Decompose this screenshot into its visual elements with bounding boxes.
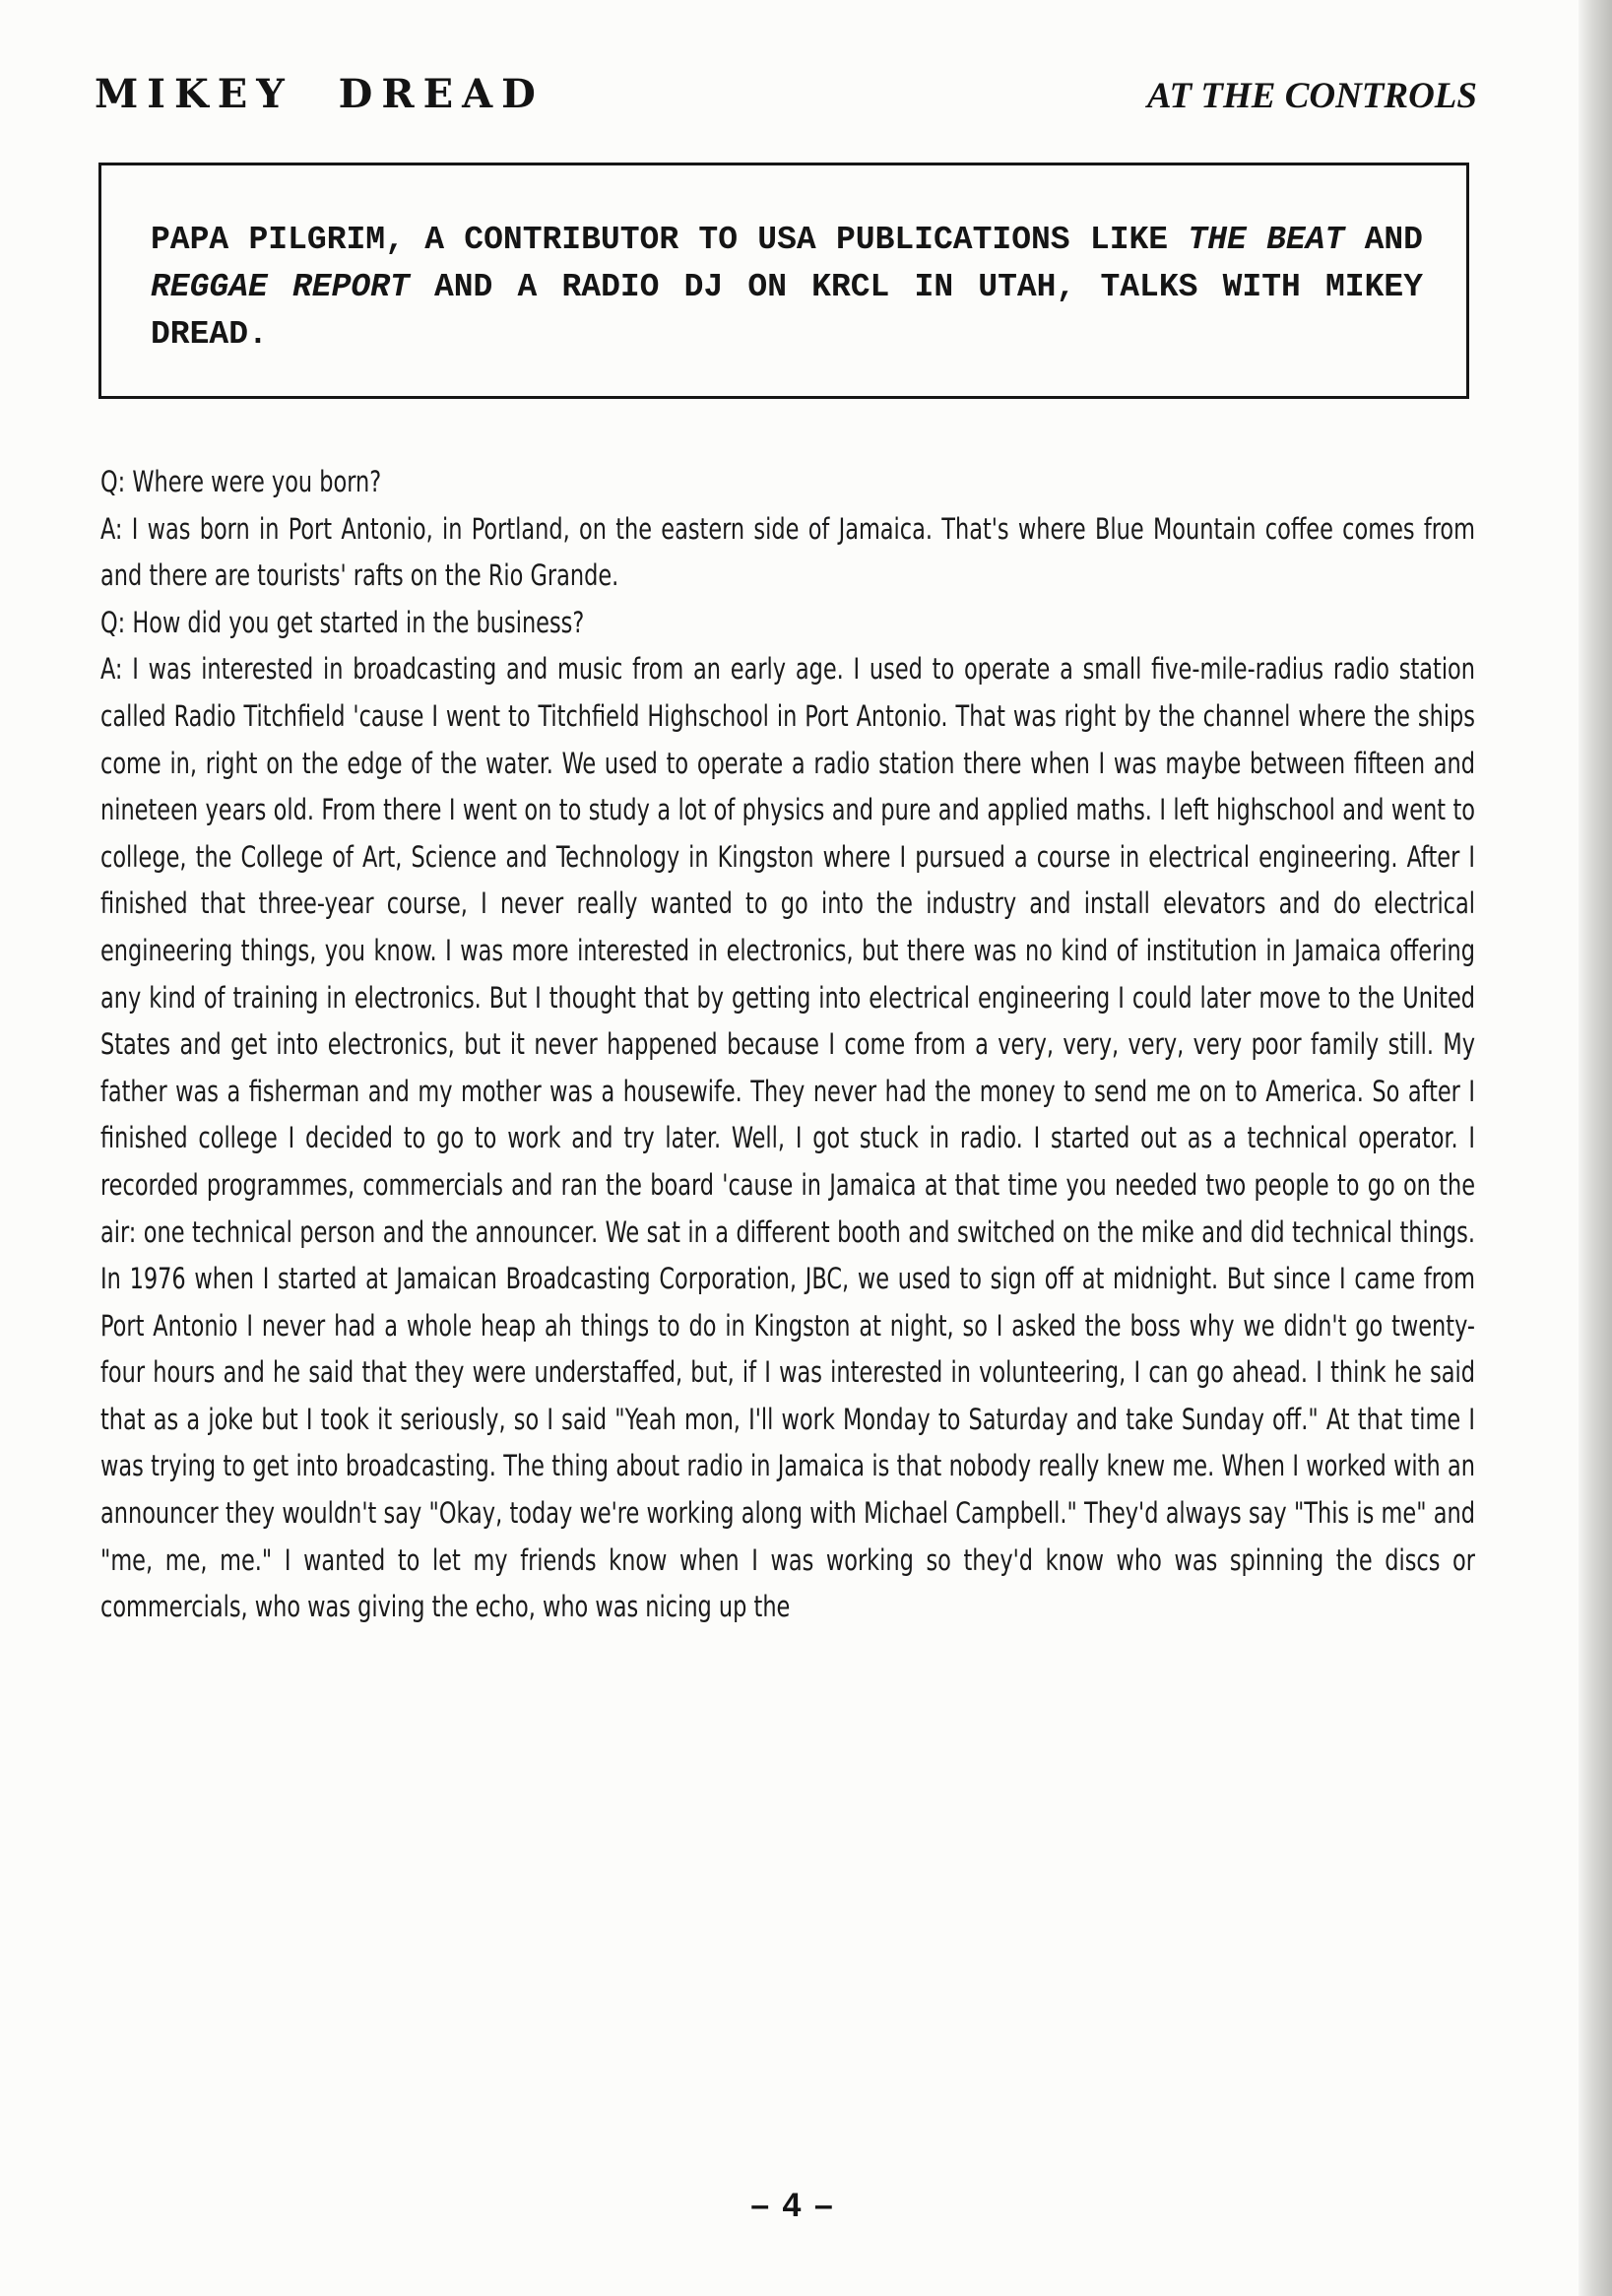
running-header: [95, 71, 1477, 130]
intro-box: [98, 163, 1469, 399]
intro-text-part2: AND: [1344, 222, 1423, 258]
header-title: MIKEY DREAD: [95, 71, 545, 117]
header-section: AT THE CONTROLS: [1146, 76, 1477, 116]
intro-text-part1: PAPA PILGRIM, A CONTRIBUTOR TO USA PUBLICATIONS LIKE: [151, 222, 1189, 258]
answer-paragraph: A: I was interested in broadcasting and music from an early age. I used to operate a small five-mile-radius radio station called Radio Titchfield 'cause I went to Titchfield Highschool in Port Antonio. That was right by the channel where the ships come in, right on the edge of the water. We used to operate a radio station there when I was maybe between fifteen and nineteen years old. From there I went on to study a lot of physics and pure and applied maths. I left highschool and went to college, the College of Art, Science and Technology in Kingston where I pursued a course in electrical engineering. After I finished that three-year course, I never really wanted to go into the industry and install elevators and do electrical engineering things, you know. I was more interested in electronics, but there was no kind of institution in Jamaica offering any kind of training in electronics. But I thought that by getting into electrical engineering I could later move to the United States and get into electronics, but it never happened because I come from a very, very, very, very poor family still. My father was a fisherman and my mother was a housewife. They never had the money to send me on to America. So after I finished college I decided to go to work and try later. Well, I got stuck in radio. I started out as a technical operator. I recorded programmes, commercials and ran the board 'cause in Jamaica at that time you needed two people to go on the air: one technical person and the announcer. We sat in a different booth and switched on the mike and did technical things. In 1976 when I started at Jamaican Broadcasting Corporation, JBC, we used to sign off at midnight. But since I came from Port Antonio I never had a whole heap ah things to do in Kingston at night, so I asked the boss why we didn't go twenty-four hours and he said that they were understaffed, but, if I was interested in volunteering, I can go ahead. I think he said that as a joke but I took it seriously, so I said "Yeah mon, I'll work Monday to Saturday and take Sunday off." At that time I was trying to get into broadcasting. The thing about radio in Jamaica is that nobody really knew me. When I worked with an announcer they wouldn't say "Okay, today we're working along with Michael Campbell." They'd always say "This is me" and "me, me, me." I wanted to let my friends know when I was working so they'd know who was spinning the discs or commercials, who was giving the echo, who was nicing up the: [100, 652, 1476, 1624]
answer-paragraph: A: I was born in Port Antonio, in Portland, on the eastern side of Jamaica. That's where Blue Mountain coffee comes from and there are tourists' rafts on the Rio Grande.: [100, 511, 1476, 593]
page-number: – 4 –: [750, 2187, 835, 2224]
question-paragraph: Q: How did you get started in the business?: [100, 605, 585, 639]
publication-name: THE BEAT: [1188, 222, 1345, 258]
intro-text: [151, 217, 1423, 359]
publication-name: REGGAE REPORT: [151, 269, 410, 305]
question-paragraph: Q: Where were you born?: [100, 465, 382, 498]
intro-text-part3: AND A RADIO DJ ON KRCL IN UTAH, TALKS WITH MIKEY DREAD.: [151, 269, 1423, 353]
page-gutter-shadow: [1579, 0, 1612, 2296]
interview-body: [100, 459, 1475, 1631]
